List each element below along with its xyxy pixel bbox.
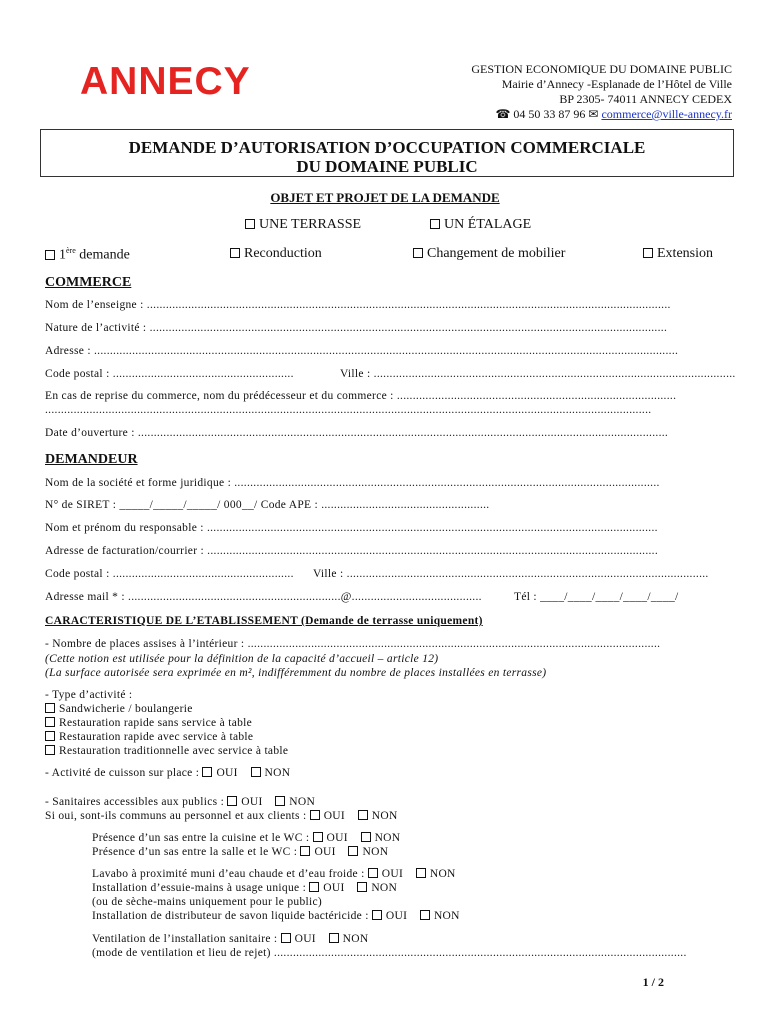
checkbox[interactable] [245, 219, 255, 229]
field-places[interactable]: - Nombre de places assises à l’intérieur : .................................................................................................................................. [45, 638, 661, 650]
type-option[interactable] [45, 717, 252, 729]
field-ville-demandeur[interactable]: Ville : .................................................................................................................. [313, 568, 709, 580]
row-cuisson [45, 767, 290, 779]
row-label: Installation d’essuie-mains à usage unique : [92, 882, 307, 894]
checkbox[interactable] [45, 717, 55, 727]
checkbox-oui[interactable] [368, 868, 378, 878]
non-label: NON [371, 882, 398, 894]
seche-mains-note: (ou de sèche-mains uniquement pour le public) [92, 896, 323, 908]
non-label: NON [371, 810, 398, 822]
demandeur-heading: DEMANDEUR [45, 452, 138, 467]
checkbox-non[interactable] [416, 868, 426, 878]
checkbox-non[interactable] [357, 882, 367, 892]
checkbox-oui[interactable] [227, 796, 237, 806]
non-label: NON [374, 832, 401, 844]
header-phone: 04 50 33 87 96 [513, 107, 586, 121]
checkbox[interactable] [45, 745, 55, 755]
checkbox-oui[interactable] [313, 832, 323, 842]
checkbox[interactable] [413, 248, 423, 258]
checkbox-non[interactable] [275, 796, 285, 806]
checkbox-non[interactable] [251, 767, 261, 777]
row-lavabo [92, 868, 456, 880]
option-reconduction[interactable] [230, 246, 322, 262]
non-label: NON [433, 910, 460, 922]
field-siret[interactable]: N° de SIRET : _____/_____/_____/ 000__/ Code APE : ..................................................... [45, 499, 490, 511]
header-line-1: GESTION ECONOMIQUE DU DOMAINE PUBLIC [471, 62, 732, 76]
row-label: Présence d’un sas entre la salle et le WC : [92, 846, 298, 858]
type-option-label: Restauration rapide avec service à table [59, 731, 254, 743]
field-ville[interactable]: Ville : .................................................................................................................. [340, 368, 736, 380]
option-changement-label: Changement de mobilier [427, 246, 566, 261]
header-line-3: BP 2305- 74011 ANNECY CEDEX [559, 92, 732, 106]
row-label: Installation de distributeur de savon liquide bactéricide : [92, 910, 369, 922]
non-label: NON [429, 868, 456, 880]
non-label: NON [362, 846, 389, 858]
non-label: NON [342, 933, 369, 945]
oui-label: OUI [241, 796, 263, 808]
checkbox-oui[interactable] [300, 846, 310, 856]
field-responsable[interactable]: Nom et prénom du responsable : .............................................................................................................................................. [45, 522, 658, 534]
checkbox-non[interactable] [361, 832, 371, 842]
field-mode-ventilation[interactable]: (mode de ventilation et lieu de rejet) .................................................................................................................................. [92, 947, 687, 959]
oui-label: OUI [314, 846, 336, 858]
row-savon [92, 910, 460, 922]
field-code-postal[interactable]: Code postal : ......................................................... [45, 368, 294, 380]
field-facturation[interactable]: Adresse de facturation/courrier : .............................................................................................................................................. [45, 545, 659, 557]
oui-label: OUI [294, 933, 316, 945]
oui-label: OUI [381, 868, 404, 880]
checkbox-oui[interactable] [310, 810, 320, 820]
phone-icon: ☎ [495, 107, 511, 121]
type-option-label: Restauration rapide sans service à table [59, 717, 253, 729]
option-extension[interactable] [643, 246, 713, 262]
checkbox[interactable] [230, 248, 240, 258]
option-terrasse[interactable] [245, 217, 361, 233]
oui-label: OUI [323, 882, 345, 894]
page-number: 1 / 2 [642, 975, 664, 989]
checkbox-oui[interactable] [202, 767, 212, 777]
header-line-2: Mairie d’Annecy -Esplanade de l’Hôtel de Ville [501, 77, 732, 91]
option-terrasse-label: UNE TERRASSE [259, 217, 362, 232]
oui-label: OUI [216, 767, 238, 779]
checkbox-oui[interactable] [309, 882, 319, 892]
field-adresse[interactable]: Adresse : ........................................................................................................................................................................................ [45, 345, 679, 357]
checkbox-non[interactable] [348, 846, 358, 856]
header-contact-line [495, 107, 732, 122]
checkbox[interactable] [45, 703, 55, 713]
option-changement[interactable] [413, 246, 565, 262]
first-request-text: demande [79, 247, 130, 263]
oui-label: OUI [326, 832, 348, 844]
checkbox-non[interactable] [358, 810, 368, 820]
non-label: NON [289, 796, 316, 808]
type-option[interactable] [45, 731, 253, 743]
row-label: Si oui, sont-ils communs au personnel et aux clients : [45, 810, 307, 822]
first-request-sup: ère [66, 246, 76, 255]
oui-label: OUI [323, 810, 346, 822]
row-label: - Sanitaires accessibles aux publics : [45, 796, 225, 808]
page-title-line-1: DEMANDE D’AUTORISATION D’OCCUPATION COMMERCIALE [128, 138, 646, 157]
row-communs [45, 810, 398, 822]
mail-icon: ✉ [588, 107, 599, 121]
caracteristique-heading: CARACTERISTIQUE DE L’ETABLISSEMENT (Demande de terrasse uniquement) [45, 615, 483, 627]
commerce-heading: COMMERCE [45, 275, 132, 290]
row-sas-salle [92, 846, 388, 858]
type-option[interactable] [45, 703, 193, 715]
option-extension-label: Extension [657, 246, 713, 261]
first-request-num: 1 [59, 247, 66, 263]
field-mail[interactable]: Adresse mail * : ...................................................................@......................................... [45, 591, 482, 603]
checkbox[interactable] [45, 250, 55, 260]
type-activite-label: - Type d’activité : [45, 689, 133, 701]
checkbox[interactable] [45, 731, 55, 741]
row-ventilation [92, 933, 368, 945]
option-etalage-label: UN ÉTALAGE [444, 217, 532, 232]
checkbox-oui[interactable] [372, 910, 382, 920]
non-label: NON [264, 767, 291, 779]
checkbox-non[interactable] [420, 910, 430, 920]
option-reconduction-label: Reconduction [244, 246, 322, 261]
checkbox[interactable] [643, 248, 653, 258]
type-option-label: Sandwicherie / boulangerie [59, 703, 193, 715]
row-label: Lavabo à proximité muni d’eau chaude et d’eau froide : [92, 868, 365, 880]
oui-label: OUI [385, 910, 408, 922]
field-reprise[interactable]: En cas de reprise du commerce, nom du prédécesseur et du commerce : ........................................................................................ [45, 390, 677, 402]
option-etalage[interactable] [430, 217, 531, 233]
annecy-logo: ANNECY [80, 60, 251, 103]
page-title-line-2: DU DOMAINE PUBLIC [296, 157, 478, 176]
field-date-ouverture[interactable]: Date d’ouverture : ....................................................................................................................................................................... [45, 427, 669, 439]
option-first-request[interactable] [45, 246, 130, 264]
row-sanitaires [45, 796, 315, 808]
checkbox-oui[interactable] [281, 933, 291, 943]
field-tel[interactable]: Tél : ____/____/____/____/____/ [514, 591, 679, 603]
note-capacite: (Cette notion est utilisée pour la définition de la capacité d’accueil – article 12) [45, 653, 439, 665]
header-email-link[interactable]: commerce@ville-annecy.fr [601, 107, 732, 121]
checkbox-non[interactable] [329, 933, 339, 943]
row-label: - Activité de cuisson sur place : [45, 767, 200, 779]
type-option-label: Restauration traditionnelle avec service à table [59, 745, 289, 757]
note-surface: (La surface autorisée sera exprimée en m², indifféremment du nombre de places installées en terrasse) [45, 667, 547, 679]
field-code-postal-demandeur[interactable]: Code postal : ......................................................... [45, 568, 294, 580]
row-label: Présence d’un sas entre la cuisine et le WC : [92, 832, 310, 844]
field-societe[interactable]: Nom de la société et forme juridique : ...................................................................................................................................... [45, 477, 660, 489]
field-nature[interactable]: Nature de l’activité : ................................................................................................................................................................... [45, 322, 668, 334]
row-sas-cuisine [92, 832, 400, 844]
row-label: Ventilation de l’installation sanitaire : [92, 933, 278, 945]
type-option[interactable] [45, 745, 288, 757]
row-essuie [92, 882, 397, 894]
field-reprise-cont[interactable]: ............................................................................................................................................................................................... [45, 404, 652, 416]
field-enseigne[interactable]: Nom de l’enseigne : ..................................................................................................................................................................... [45, 299, 671, 311]
checkbox[interactable] [430, 219, 440, 229]
objet-heading: OBJET ET PROJET DE LA DEMANDE [270, 190, 500, 205]
